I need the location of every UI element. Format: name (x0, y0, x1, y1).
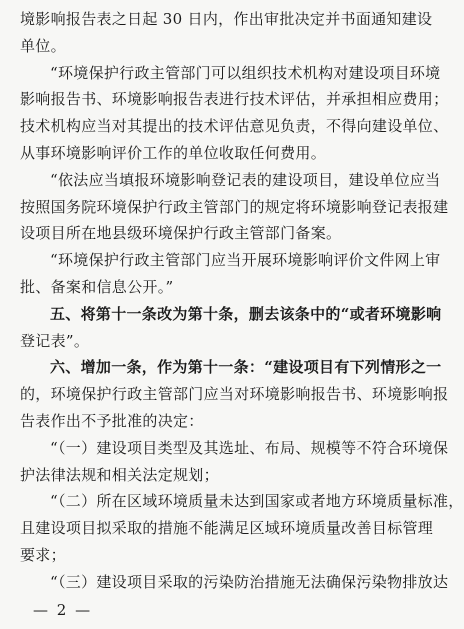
text-line: 五、将第十一条改为第十条，删去该条中的“或者环境影响 (50, 304, 442, 323)
text-line: 境影响报告表之日起 30 日内，作出审批决定并书面通知建设 (20, 10, 433, 28)
text-line: 的，环境保护行政主管部门应当对环境影响报告书、环境影响报 (20, 385, 449, 404)
text-line: “（三）建设项目采取的污染防治措施无法确保污染物排放达 (50, 572, 449, 591)
text-line: 按照国务院环境保护行政主管部门的规定将环境影响登记表报建 (20, 197, 449, 216)
text-line: 六、增加一条，作为第十一条：“建设项目有下列情形之一 (50, 358, 442, 377)
text-line: 单位。 (20, 36, 66, 55)
text-line: 设项目所在地县级环境保护行政主管部门备案。 (20, 224, 342, 243)
text-line: 批、备案和信息公开。” (20, 277, 174, 296)
text-line: 且建设项目拟采取的措施不能满足区域环境质量改善目标管理 (20, 519, 434, 538)
text-line: 要求； (20, 545, 66, 564)
text-line: 影响报告书、环境影响报告表进行技术评估，并承担相应费用； (20, 90, 449, 109)
text-line: 告表作出不予批准的决定： (20, 411, 204, 430)
text-line: “环境保护行政主管部门可以组织技术机构对建设项目环境 (50, 63, 441, 82)
text-line: 登记表”。 (20, 331, 90, 350)
text-line: “（一）建设项目类型及其选址、布局、规模等不符合环境保 (50, 438, 449, 457)
text-line: “环境保护行政主管部门应当开展环境影响评价文件网上审 (50, 251, 441, 270)
text-line: 从事环境影响评价工作的单位收取任何费用。 (20, 143, 327, 162)
text-line: 护法律法规和相关法定规划； (20, 465, 219, 484)
text-line: “（二）所在区域环境质量未达到国家或者地方环境质量标准， (50, 492, 464, 511)
text-line: 技术机构应当对其提出的技术评估意见负责，不得向建设单位、 (20, 117, 449, 136)
page-number: — 2 — (33, 601, 93, 619)
text-line: “依法应当填报环境影响登记表的建设项目，建设单位应当 (50, 170, 441, 189)
